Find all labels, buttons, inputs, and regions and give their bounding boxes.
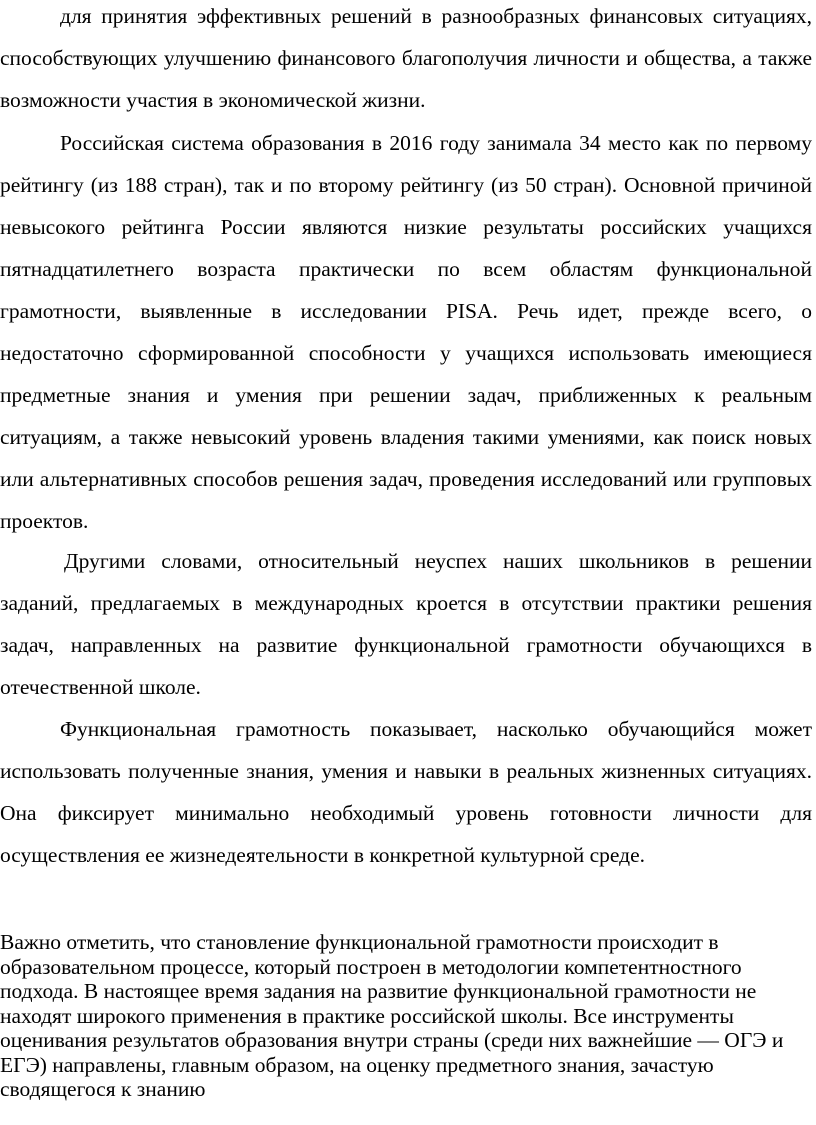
paragraph-russian-education-rating: Российская система образования в 2016 году занимала 34 место как по первому рейтингу (из 188 стран), так и по второму рейтингу (из 50 стран). Основной причиной невысокого рейтинга России являются низкие результаты российских учащихся пятнадцатилетнего возраста практически по всем областям функциональной грамотности, выявленные в исследовании PISA. Речь идет, прежде всего, о недостаточно сформированной способности у учащихся использовать имеющиеся предметные знания и умения при решении задач, приближенных к реальным ситуациям, а также невысокий уровень владения такими умениями, как поиск новых или альтернативных способов решения задач, проведения исследований или групповых проектов. xyxy=(0,131,812,533)
paragraph-competence-approach: Важно отметить, что становление функциональной грамотности происходит в образовательном процессе, который построен в методологии компетентностного подхода. В настоящее время задания на развитие функциональной грамотности не находят широкого применения в практике российской школы. Все инструменты оценивания результатов образования внутри страны (среди них важнейшие — ОГЭ и ЕГЭ) направлены, главным образом, на оценку предметного знания, зачастую сводящегося к знанию xyxy=(0,930,784,1101)
paragraph-financial-literacy: для принятия эффективных решений в разнообразных финансовых ситуациях, способствующих улучшению финансового благополучия личности и общества, а также возможности участия в экономической жизни. xyxy=(0,4,812,112)
paragraph-functional-literacy-definition: Функциональная грамотность показывает, насколько обучающийся может использовать полученные знания, умения и навыки в реальных жизненных ситуациях. Она фиксирует минимально необходимый уровень готовности личности для осуществления ее жизнедеятельности в конкретной культурной среде. xyxy=(0,717,812,867)
paragraph-other-words: Другими словами, относительный неуспех наших школьников в решении заданий, предлагаемых в международных кроется в отсутствии практики решения задач, направленных на развитие функциональной грамотности обучающихся в отечественной школе. xyxy=(0,549,812,699)
